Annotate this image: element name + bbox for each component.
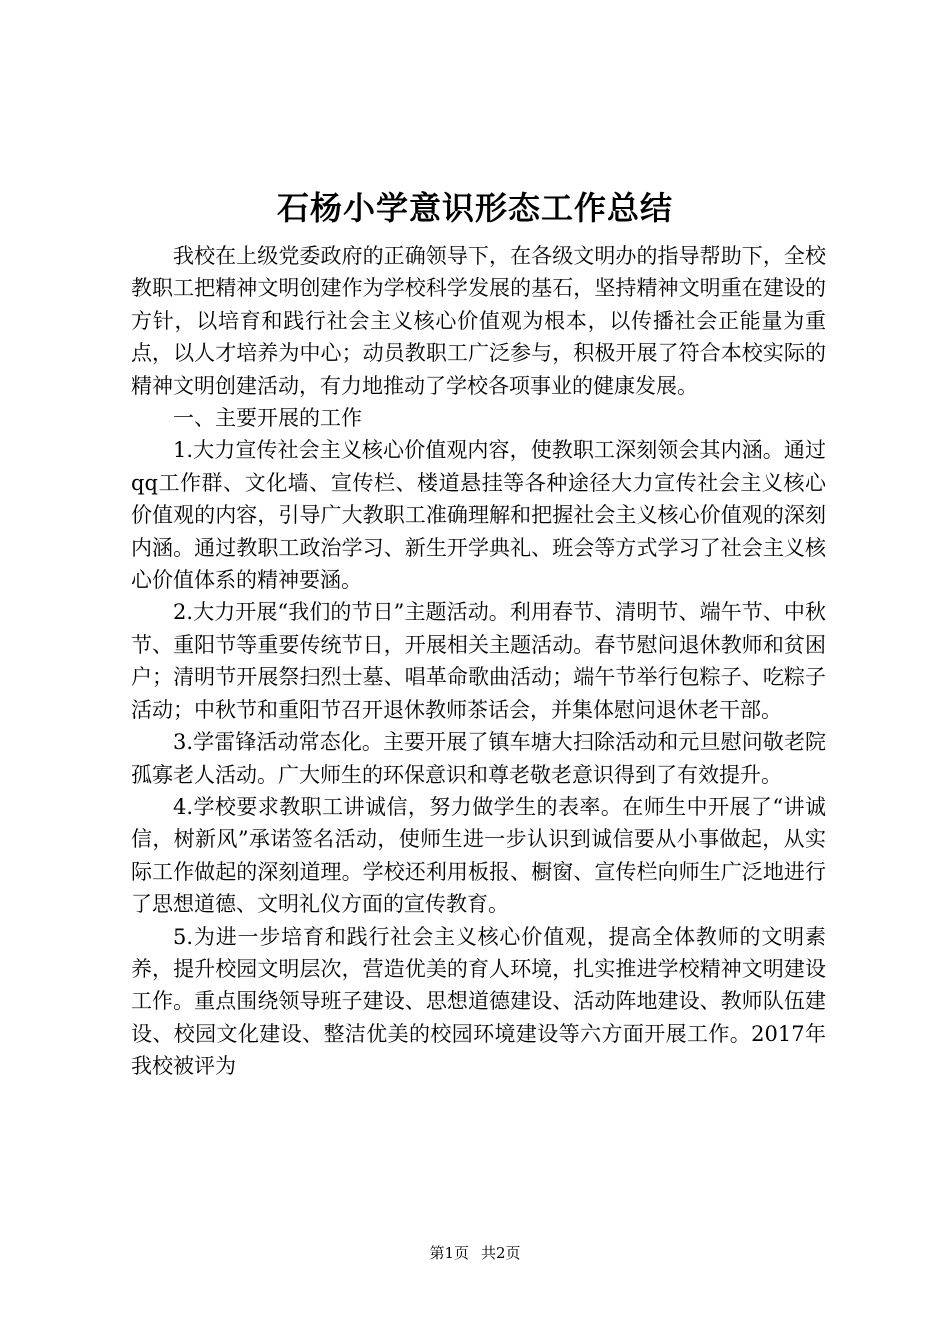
section-heading: 一、主要开展的工作 xyxy=(173,406,362,431)
item-paragraph-4: 4.学校要求教职工讲诚信，努力做学生的表率。在师生中开展了“讲诚信，树新风”承诺签名活动，使师生进一步认识到诚信要从小事做起，从实际工作做起的深刻道理。学校还利用板报、橱窗、宣传栏向师生广泛地进行了思想道德、文明礼仪方面的宣传教育。 xyxy=(131,794,826,917)
item-paragraph-3: 3.学雷锋活动常态化。主要开展了镇车塘大扫除活动和元旦慰问敬老院孤寡老人活动。广大师生的环保意识和尊老敬老意识得到了有效提升。 xyxy=(131,730,826,787)
intro-paragraph: 我校在上级党委政府的正确领导下，在各级文明办的指导帮助下，全校教职工把精神文明创建作为学校科学发展的基石，坚持精神文明重在建设的方针，以培育和践行社会主义核心价值观为根本，以传播社会正能量为重点，以人才培养为中心；动员教职工广泛参与，积极开展了符合本校实际的精神文明创建活动，有力地推动了学校各项事业的健康发展。 xyxy=(131,244,826,398)
page-total: 共2页 xyxy=(481,1244,521,1262)
item-paragraph-1: 1.大力宣传社会主义核心价值观内容，使教职工深刻领会其内涵。通过qq工作群、文化墙、宣传栏、楼道悬挂等各种途径大力宣传社会主义核心价值观的内容，引导广大教职工准确理解和把握社会主义核心价值观的深刻内涵。通过教职工政治学习、新生开学典礼、班会等方式学习了社会主义核心价值体系的精神要涵。 xyxy=(131,438,826,593)
page-footer xyxy=(0,1243,950,1263)
page-number: 第1页 xyxy=(429,1244,469,1262)
document-title: 石杨小学意识形态工作总结 xyxy=(276,189,673,227)
item-paragraph-2: 2.大力开展“我们的节日”主题活动。利用春节、清明节、端午节、中秋节、重阳节等重要传统节日，开展相关主题活动。春节慰问退休教师和贫困户；清明节开展祭扫烈士墓、唱革命歌曲活动；端午节举行包粽子、吃粽子活动；中秋节和重阳节召开退休教师茶话会，并集体慰问退休老干部。 xyxy=(131,600,826,722)
item-paragraph-5: 5.为进一步培育和践行社会主义核心价值观，提高全体教师的文明素养，提升校园文明层次，营造优美的育人环境，扎实推进学校精神文明建设工作。重点围绕领导班子建设、思想道德建设、活动阵地建设、教师队伍建设、校园文化建设、整洁优美的校园环境建设等六方面开展工作。2017年我校被评为 xyxy=(131,924,826,1079)
document-body xyxy=(131,240,826,1083)
